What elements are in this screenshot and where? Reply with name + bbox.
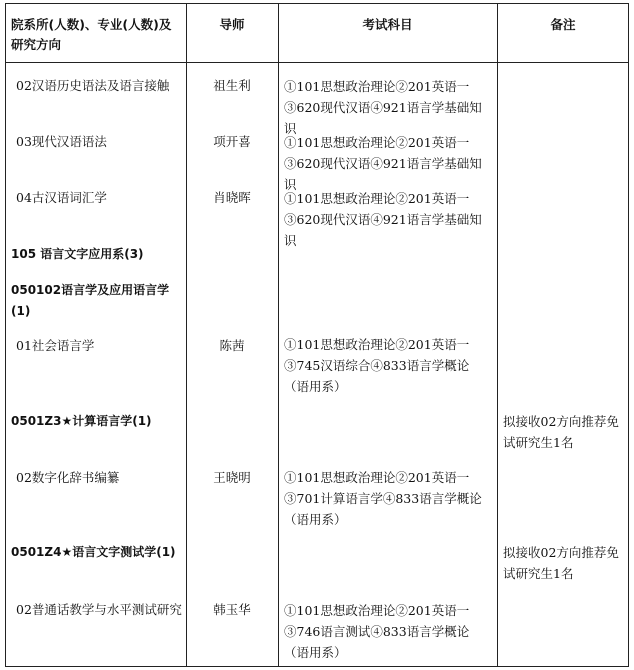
exam-subjects: ①101思想政治理论②201英语一③620现代汉语④921语言学基础知识	[284, 79, 482, 136]
research-direction: 01社会语言学	[16, 338, 95, 353]
advisor-name: 王晓明	[213, 470, 251, 485]
exam-subjects: ①101思想政治理论②201英语一③620现代汉语④921语言学基础知识	[284, 191, 482, 248]
major-heading: 050102语言学及应用语言学(1)	[11, 283, 170, 318]
header-notes: 备注	[550, 17, 576, 32]
admissions-table	[5, 3, 629, 667]
advisor-name: 韩玉华	[213, 602, 251, 617]
header-divider	[6, 62, 628, 63]
column-divider	[497, 4, 498, 666]
research-direction: 03现代汉语语法	[16, 134, 107, 149]
remark: 拟接收02方向推荐免试研究生1名	[503, 414, 619, 450]
research-direction: 02普通话教学与水平测试研究	[16, 602, 182, 617]
column-divider	[278, 4, 279, 666]
exam-subjects: ①101思想政治理论②201英语一③620现代汉语④921语言学基础知识	[284, 135, 482, 192]
exam-subjects: ①101思想政治理论②201英语一③745汉语综合④833语言学概论（语用系）	[284, 337, 470, 394]
major-heading: 0501Z4★语言文字测试学(1)	[11, 545, 176, 559]
research-direction: 02汉语历史语法及语言接触	[16, 78, 170, 93]
advisor-name: 肖晓晖	[213, 190, 251, 205]
research-direction: 02数字化辞书编纂	[16, 470, 120, 485]
department-heading: 105 语言文字应用系(3)	[11, 247, 144, 261]
header-advisor: 导师	[219, 17, 245, 32]
exam-subjects: ①101思想政治理论②201英语一③701计算语言学④833语言学概论（语用系）	[284, 470, 482, 527]
header-direction: 院系所(人数)、专业(人数)及研究方向	[11, 17, 172, 52]
advisor-name: 祖生利	[213, 78, 251, 93]
research-direction: 04古汉语词汇学	[16, 190, 107, 205]
remark: 拟接收02方向推荐免试研究生1名	[503, 545, 619, 581]
major-heading: 0501Z3★计算语言学(1)	[11, 414, 152, 428]
advisor-name: 项开喜	[213, 134, 251, 149]
advisor-name: 陈茜	[219, 338, 245, 353]
exam-subjects: ①101思想政治理论②201英语一③746语言测试④833语言学概论（语用系）	[284, 603, 470, 660]
header-subjects: 考试科目	[362, 17, 413, 32]
